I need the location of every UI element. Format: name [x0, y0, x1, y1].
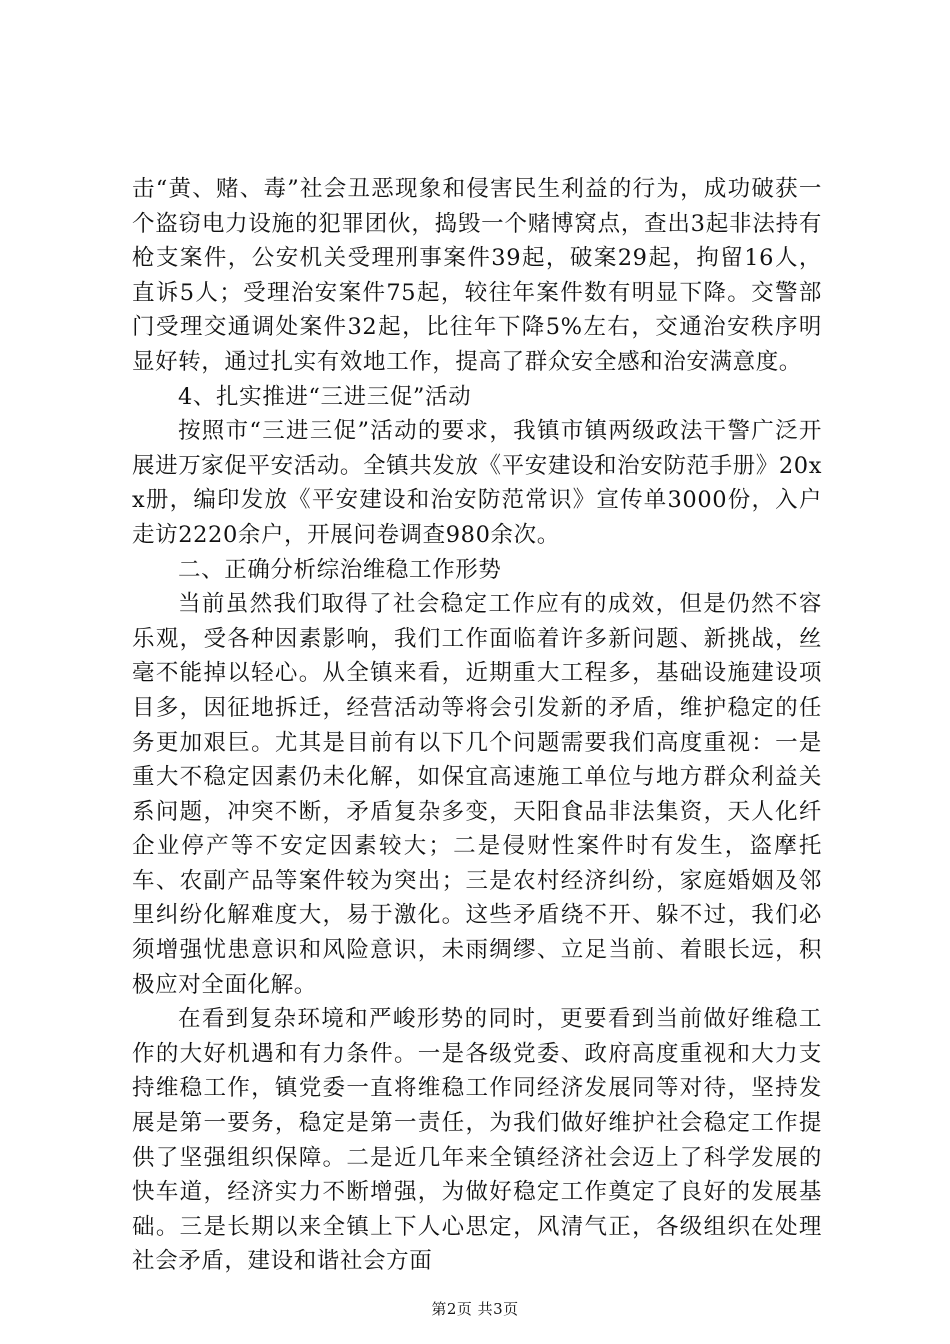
heading-section-two: 二、正确分析综治维稳工作形势 — [178, 556, 502, 583]
document-body — [132, 172, 822, 1279]
heading-section-4: 4、扎实推进“三进三促”活动 — [178, 383, 472, 410]
paragraph-three-jin-three-cu: 按照市“三进三促”活动的要求，我镇市镇两级政法干警广泛开展进万家促平安活动。全镇共发放《平安建设和治安防范手册》20xx册，编印发放《平安建设和治安防范常识》宣传单3000份，入户走访2220余户，开展问卷调查980余次。 — [132, 418, 822, 548]
paragraph-opportunities: 在看到复杂环境和严峻形势的同时，更要看到当前做好维稳工作的大好机遇和有力条件。一是各级党委、政府高度重视和大力支持维稳工作，镇党委一直将维稳工作同经济发展同等对待，坚持发展是第一要务，稳定是第一责任，为我们做好维护社会稳定工作提供了坚强组织保障。二是近几年来全镇经济社会迈上了科学发展的快车道，经济实力不断增强，为做好稳定工作奠定了良好的发展基础。三是长期以来全镇上下人心思定，风清气正，各级组织在处理社会矛盾，建设和谐社会方面 — [132, 1006, 822, 1275]
paragraph-continuation: 击“黄、赌、毒”社会丑恶现象和侵害民生利益的行为，成功破获一个盗窃电力设施的犯罪团伙，捣毁一个赌博窝点，查出3起非法持有枪支案件，公安机关受理刑事案件39起，破案29起，拘留16人，直诉5人；受理治安案件75起，较往年案件数有明显下降。交警部门受理交通调处案件32起，比往年下降5%左右，交通治安秩序明显好转，通过扎实有效地工作，提高了群众安全感和治安满意度。 — [132, 176, 822, 375]
page-footer — [0, 1298, 950, 1319]
paragraph-situation-analysis: 当前虽然我们取得了社会稳定工作应有的成效，但是仍然不容乐观，受各种因素影响，我们工作面临着许多新问题、新挑战，丝毫不能掉以轻心。从全镇来看，近期重大工程多，基础设施建设项目多，因征地拆迁，经营活动等将会引发新的矛盾，维护稳定的任务更加艰巨。尤其是目前有以下几个问题需要我们高度重视：一是重大不稳定因素仍未化解，如保宜高速施工单位与地方群众利益关系问题，冲突不断，矛盾复杂多变，天阳食品非法集资，天人化纤企业停产等不安定因素较大；二是侵财性案件时有发生，盗摩托车、农副产品等案件较为突出；三是农村经济纠纷，家庭婚姻及邻里纠纷化解难度大，易于激化。这些矛盾绕不开、躲不过，我们必须增强忧患意识和风险意识，未雨绸缪、立足当前、着眼长远，积极应对全面化解。 — [132, 591, 822, 998]
page-number-label: 第2页 共3页 — [431, 1300, 519, 1318]
